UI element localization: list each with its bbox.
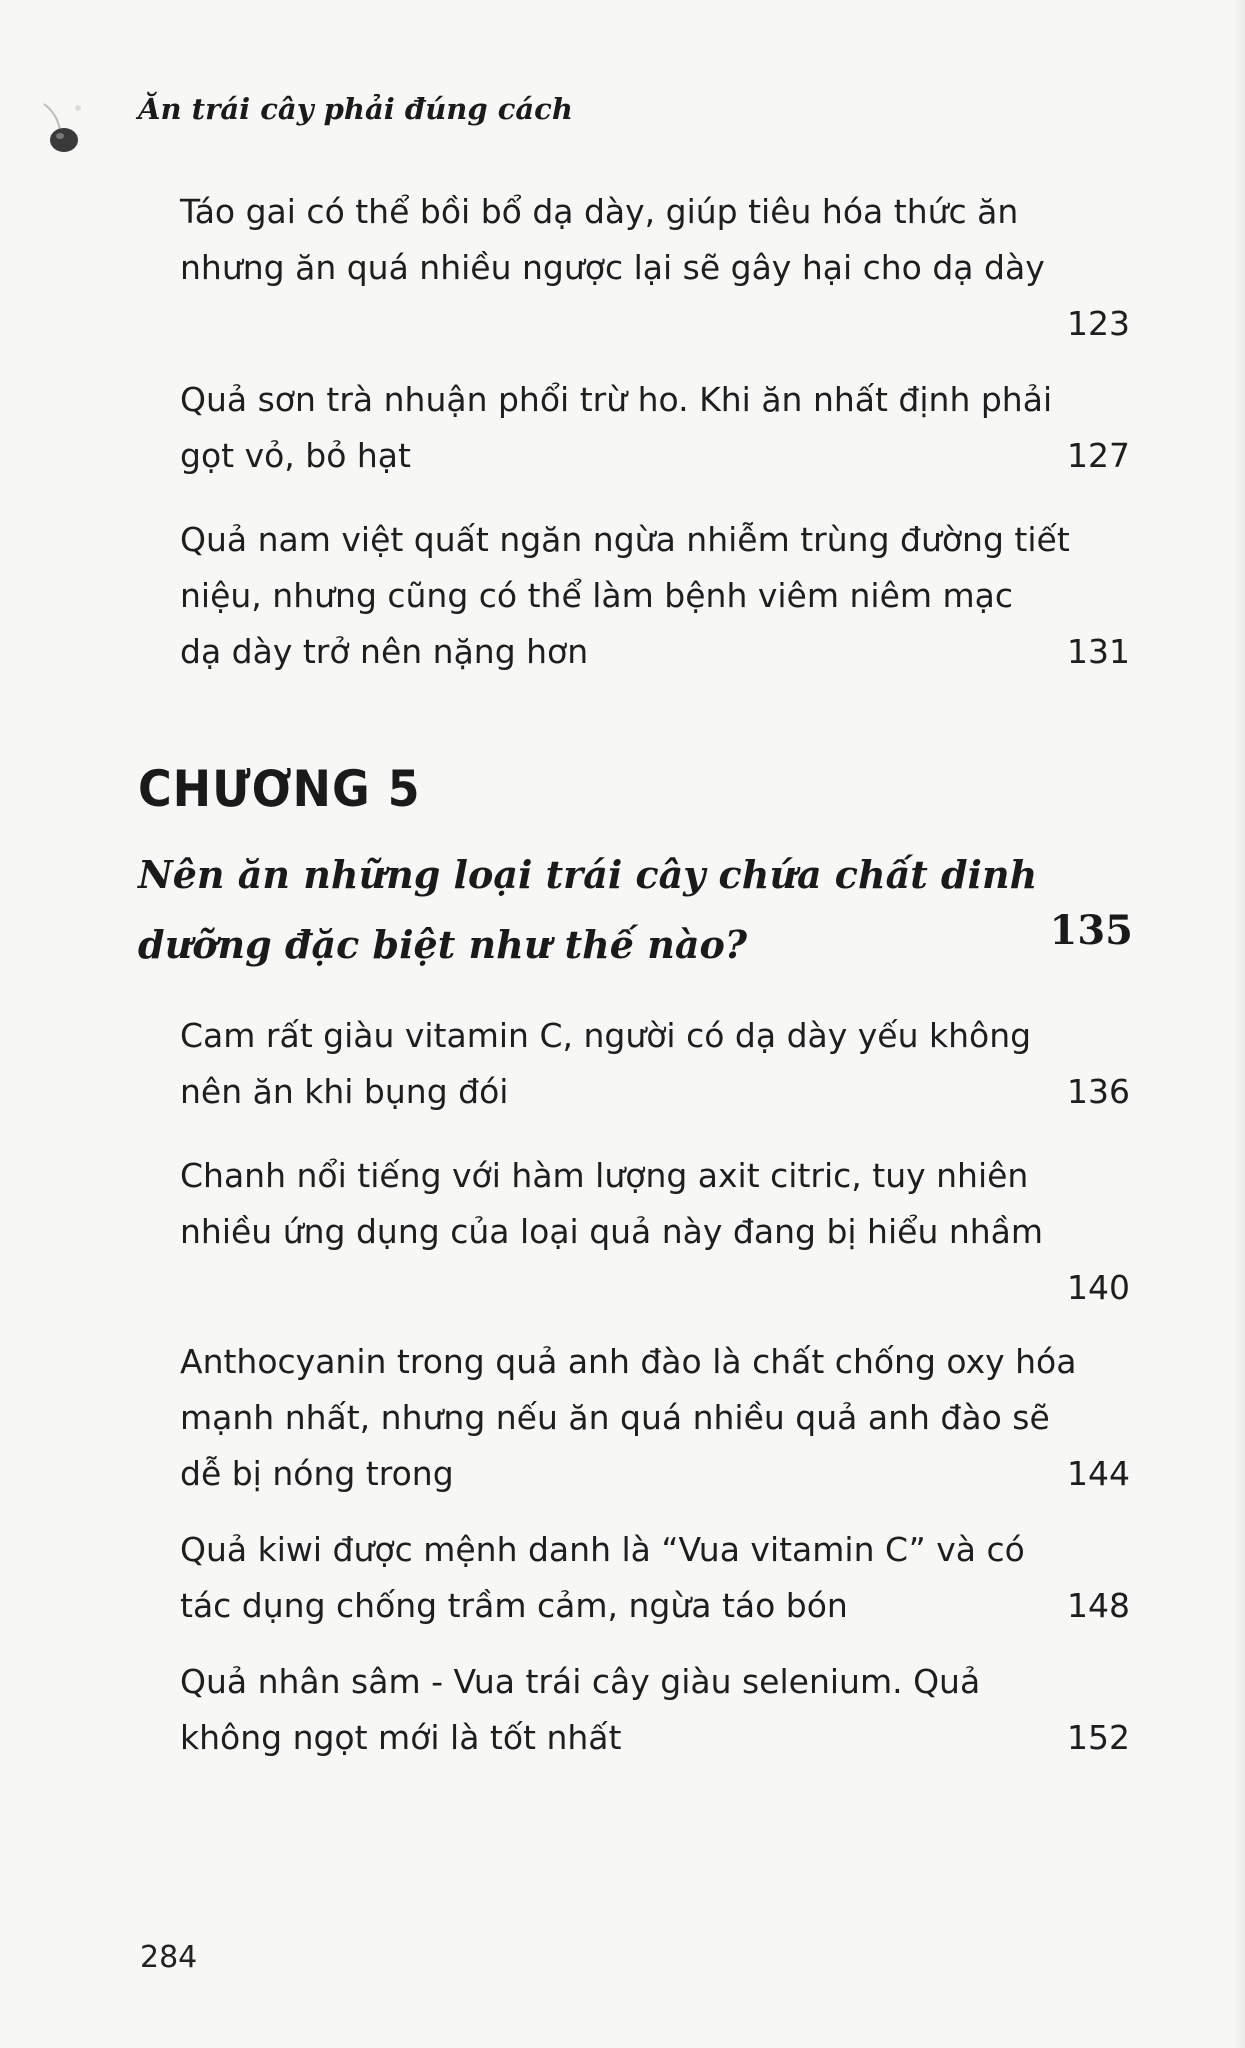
entry-line: Quả sơn trà nhuận phổi trừ ho. Khi ăn nhất định phải: [180, 380, 1053, 419]
entry-line: Cam rất giàu vitamin C, người có dạ dày yếu không: [180, 1016, 1032, 1055]
entry-line: Anthocyanin trong quả anh đào là chất chống oxy hóa: [180, 1342, 1077, 1381]
toc-entry: [180, 184, 1130, 352]
toc-entry: [180, 512, 1130, 680]
entry-line: Táo gai có thể bồi bổ dạ dày, giúp tiêu hóa thức ăn: [180, 192, 1019, 231]
page-edge-shadow: [1233, 0, 1245, 2048]
entry-line: mạnh nhất, nhưng nếu ăn quá nhiều quả anh đào sẽ: [180, 1398, 1050, 1437]
entry-line: nên ăn khi bụng đói: [180, 1072, 509, 1111]
folio-page-number: 284: [140, 1940, 198, 1975]
entry-line: tác dụng chống trầm cảm, ngừa táo bón: [180, 1586, 848, 1625]
chapter-page-number: 135: [1049, 907, 1133, 954]
entry-line: nhưng ăn quá nhiều ngược lại sẽ gây hại cho dạ dày: [180, 248, 1045, 287]
entry-page-number: 136: [1067, 1072, 1130, 1111]
chapter-title: [138, 840, 1133, 980]
toc-entry: [180, 1008, 1130, 1120]
entry-line: gọt vỏ, bỏ hạt: [180, 436, 411, 475]
entry-line: không ngọt mới là tốt nhất: [180, 1718, 622, 1757]
entry-page-number: 144: [1067, 1454, 1130, 1493]
entry-line: Quả kiwi được mệnh danh là “Vua vitamin C” và có: [180, 1530, 1025, 1569]
entry-line: Quả nam việt quất ngăn ngừa nhiễm trùng đường tiết: [180, 520, 1070, 559]
toc-entry: [180, 1654, 1130, 1766]
entry-line: dạ dày trở nên nặng hơn: [180, 632, 589, 671]
chapter-number: CHƯƠNG 5: [138, 760, 421, 818]
toc-entry: [180, 1334, 1130, 1502]
toc-entry: [180, 1522, 1130, 1634]
entry-line: Quả nhân sâm - Vua trái cây giàu selenium. Quả: [180, 1662, 981, 1701]
entry-line: Chanh nổi tiếng với hàm lượng axit citric, tuy nhiên: [180, 1156, 1029, 1195]
entry-page-number: 131: [1067, 632, 1130, 671]
entry-page-number: 152: [1067, 1718, 1130, 1757]
entry-line: niệu, nhưng cũng có thể làm bệnh viêm niêm mạc: [180, 576, 1014, 615]
toc-entry: [180, 372, 1130, 484]
entry-line: nhiều ứng dụng của loại quả này đang bị hiểu nhầm: [180, 1212, 1044, 1251]
chapter-title-line: dưỡng đặc biệt như thế nào?: [138, 922, 748, 967]
running-header: Ăn trái cây phải đúng cách: [138, 92, 573, 126]
entry-page-number: 148: [1067, 1586, 1130, 1625]
chapter-title-line: Nên ăn những loại trái cây chứa chất dinh: [138, 852, 1038, 897]
fruit-ornament-icon: [38, 100, 86, 158]
entry-page-number: 127: [1067, 436, 1130, 475]
toc-entry: [180, 1148, 1130, 1316]
entry-line: dễ bị nóng trong: [180, 1454, 454, 1493]
entry-page-number: 123: [1067, 304, 1130, 343]
entry-page-number: 140: [1067, 1268, 1130, 1307]
